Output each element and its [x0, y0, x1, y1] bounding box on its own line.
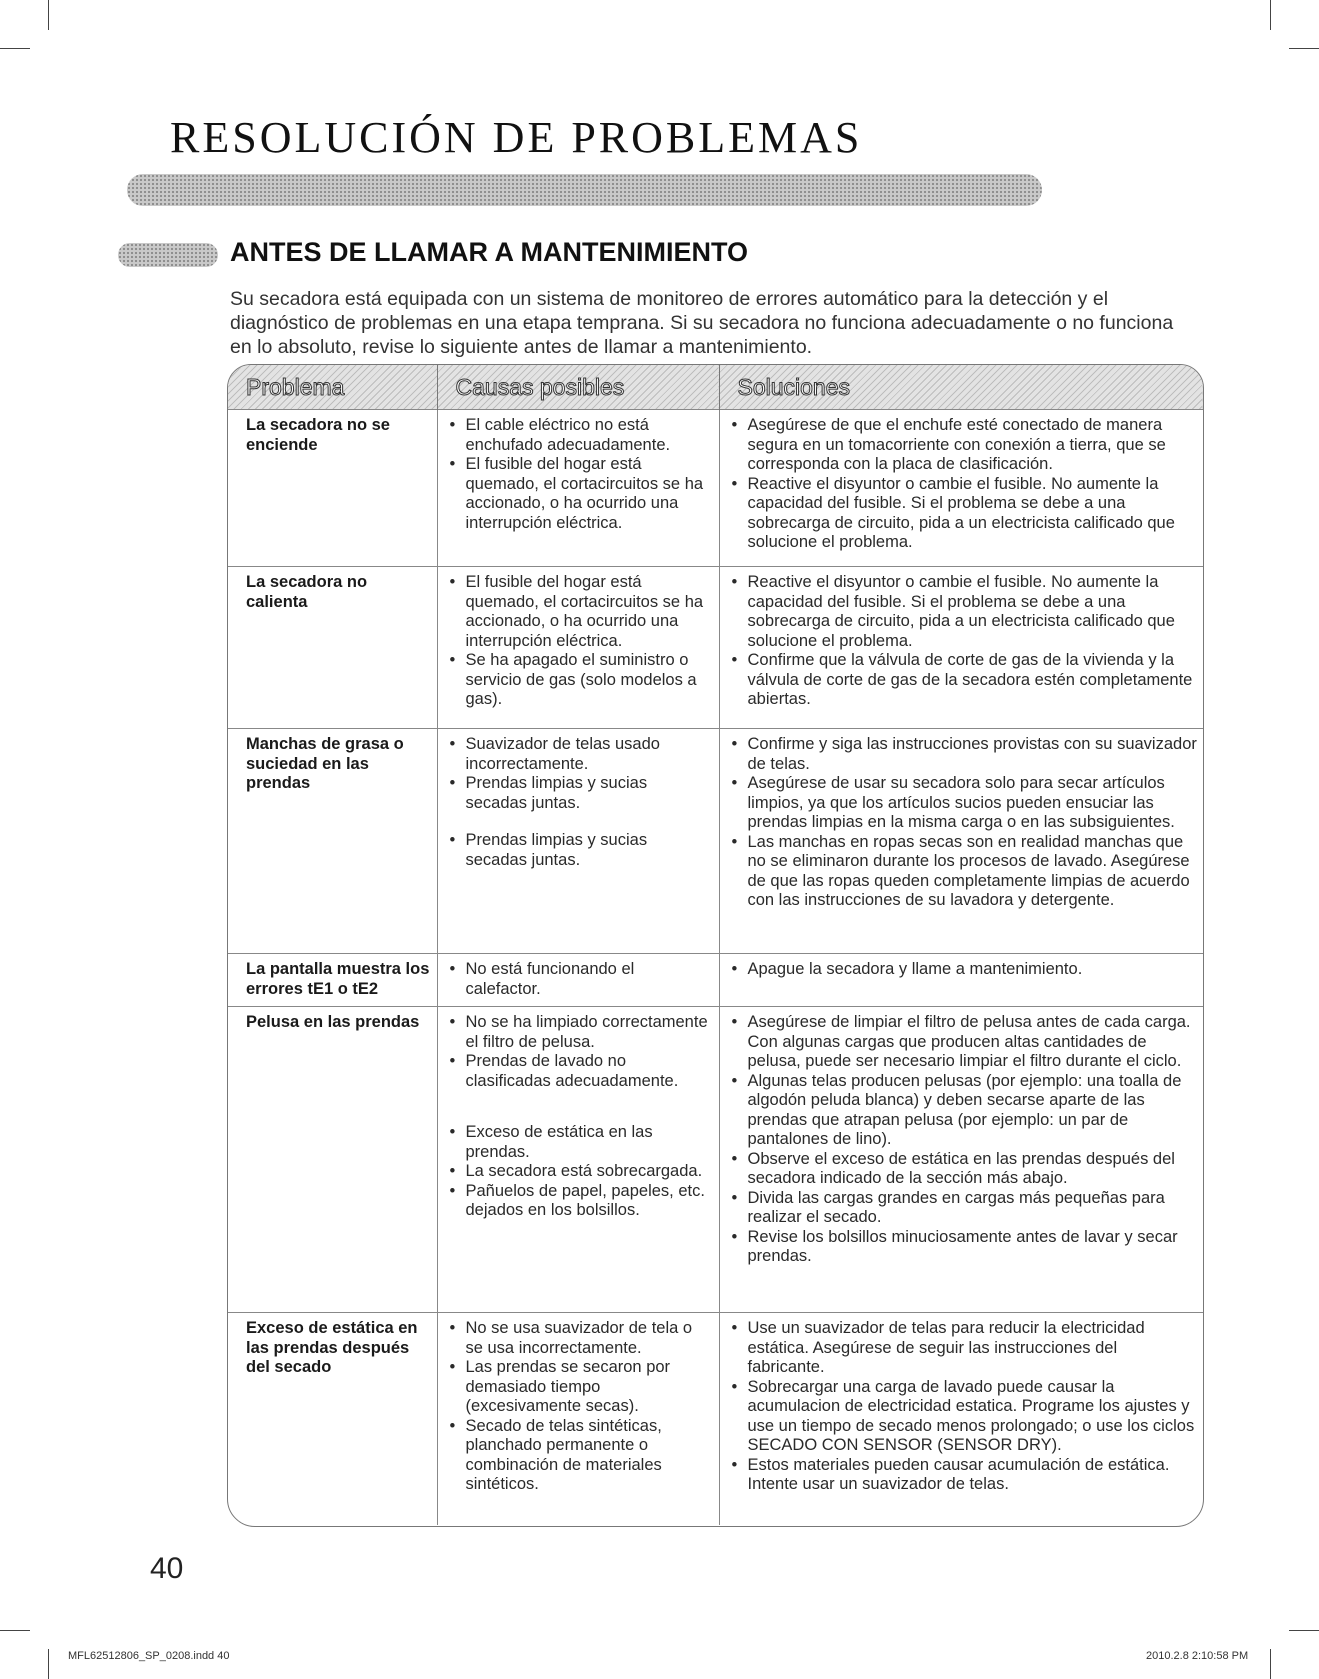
table-row	[228, 954, 1203, 1007]
intro-paragraph: Su secadora está equipada con un sistema de monitoreo de errores automático para la detección y el diagnóstico de problemas en una etapa temprana. Si su secadora no funciona adecuadamente o no funciona en lo absoluto, revise lo siguiente antes de llamar a mantenimiento.	[230, 288, 1174, 358]
solution-item: • Las manchas en ropas secas son en realidad manchas que no se eliminaron durante los procesos de lavado. Asegúrese de que las ropas queden completamente limpias de acuerdo con las instrucciones de su lavadora y detergente.	[730, 833, 1198, 911]
causes-cell	[437, 729, 719, 954]
cause-item: • El fusible del hogar está quemado, el cortacircuitos se ha accionado, o ha ocurrido una interrupción eléctrica.	[448, 455, 713, 533]
table-header-row	[228, 365, 1203, 410]
solution-item: • Revise los bolsillos minuciosamente antes de lavar y secar prendas.	[730, 1228, 1198, 1267]
solutions-cell	[719, 729, 1203, 954]
header-solutions: Soluciones	[719, 365, 1203, 410]
cause-item: • Prendas limpias y sucias secadas juntas.	[448, 831, 713, 870]
solution-item: • Apague la secadora y llame a mantenimiento.	[730, 960, 1198, 980]
crop-mark	[1270, 1649, 1271, 1679]
causes-cell	[437, 567, 719, 729]
cause-item: • Suavizador de telas usado incorrectamente.	[448, 735, 713, 774]
causes-list	[448, 960, 713, 999]
causes-list	[448, 1319, 713, 1495]
solutions-list	[730, 416, 1198, 553]
problem-cell: Pelusa en las prendas	[228, 1007, 437, 1313]
cause-item: • No está funcionando el calefactor.	[448, 960, 713, 999]
problem-cell: Exceso de estática en las prendas después del secado	[228, 1313, 437, 1525]
table-row	[228, 1313, 1203, 1525]
footer-filename: MFL62512806_SP_0208.indd 40	[68, 1650, 230, 1662]
crop-mark	[48, 1649, 49, 1679]
solution-item: • Reactive el disyuntor o cambie el fusible. No aumente la capacidad del fusible. Si el problema se debe a una sobrecarga de circuito, pida a un electricista calificado que solucione el problema.	[730, 573, 1198, 651]
cause-item: • No se ha limpiado correctamente el filtro de pelusa.	[448, 1013, 713, 1052]
causes-cell	[437, 1313, 719, 1525]
problem-cell: La secadora no se enciende	[228, 410, 437, 567]
causes-cell	[437, 410, 719, 567]
crop-mark	[1289, 1630, 1319, 1631]
solutions-cell	[719, 1313, 1203, 1525]
solutions-list	[730, 1013, 1198, 1267]
solutions-list	[730, 735, 1198, 911]
solutions-list	[730, 573, 1198, 710]
causes-cell	[437, 954, 719, 1007]
table-row	[228, 567, 1203, 729]
problem-cell: La secadora no calienta	[228, 567, 437, 729]
footer-timestamp: 2010.2.8 2:10:58 PM	[1146, 1650, 1249, 1662]
cause-item: • Secado de telas sintéticas, planchado permanente o combinación de materiales sintéticos.	[448, 1417, 713, 1495]
solution-item: • Use un suavizador de telas para reducir la electricidad estática. Asegúrese de seguir las instrucciones del fabricante.	[730, 1319, 1198, 1378]
cause-item: • Pañuelos de papel, papeles, etc. dejados en los bolsillos.	[448, 1182, 713, 1221]
cause-item: • Se ha apagado el suministro o servicio de gas (solo modelos a gas).	[448, 651, 713, 710]
causes-list	[448, 1013, 713, 1221]
solutions-cell	[719, 1007, 1203, 1313]
title-underline-bar	[127, 174, 1042, 206]
cause-item: • No se usa suavizador de tela o se usa incorrectamente.	[448, 1319, 713, 1358]
solution-item: • Divida las cargas grandes en cargas más pequeñas para realizar el secado.	[730, 1189, 1198, 1228]
solution-item: • Confirme y siga las instrucciones provistas con su suavizador de telas.	[730, 735, 1198, 774]
solution-item: • Sobrecargar una carga de lavado puede causar la acumulacion de electricidad estatica. Programe los ajustes y use un tiempo de secado menos prolongado; o use los ciclos SECADO CON SENSOR (SENSOR DRY).	[730, 1378, 1198, 1456]
solution-item: • Asegúrese de usar su secadora solo para secar artículos limpios, ya que los artículos sucios pueden ensuciar las prendas limpias en la misma carga o en las subsiguientes.	[730, 774, 1198, 833]
solutions-list	[730, 1319, 1198, 1495]
page-title: RESOLUCIÓN DE PROBLEMAS	[170, 113, 863, 162]
table-row	[228, 410, 1203, 567]
section-title: ANTES DE LLAMAR A MANTENIMIENTO	[230, 237, 748, 267]
causes-list	[448, 735, 713, 870]
solution-item: • Asegúrese de limpiar el filtro de pelusa antes de cada carga. Con algunas cargas que producen altas cantidades de pelusa, puede ser necesario limpiar el filtro durante el ciclo.	[730, 1013, 1198, 1072]
cause-item: • El cable eléctrico no está enchufado adecuadamente.	[448, 416, 713, 455]
table-row	[228, 1007, 1203, 1313]
solutions-cell	[719, 567, 1203, 729]
solution-item: • Estos materiales pueden causar acumulación de estática. Intente usar un suavizador de telas.	[730, 1456, 1198, 1495]
table-body	[228, 410, 1203, 1525]
cause-item: • Prendas limpias y sucias secadas juntas.	[448, 774, 713, 813]
solution-item: • Observe el exceso de estática en las prendas después del secadora indicado de la sección más abajo.	[730, 1150, 1198, 1189]
solution-item: • Asegúrese de que el enchufe esté conectado de manera segura en un tomacorriente con conexión a tierra, que se corresponda con la placa de clasificación.	[730, 416, 1198, 475]
section-marker	[118, 243, 218, 267]
causes-list	[448, 416, 713, 533]
cause-item: • El fusible del hogar está quemado, el cortacircuitos se ha accionado, o ha ocurrido una interrupción eléctrica.	[448, 573, 713, 651]
solutions-cell	[719, 410, 1203, 567]
solution-item: • Algunas telas producen pelusas (por ejemplo: una toalla de algodón peluda blanca) y deben secarse aparte de las prendas que atrapan pelusa (por ejemplo: un par de pantalones de lino).	[730, 1072, 1198, 1150]
cause-item: • La secadora está sobrecargada.	[448, 1162, 713, 1182]
troubleshooting-table	[227, 364, 1204, 1527]
crop-mark	[0, 48, 30, 49]
header-causes: Causas posibles	[437, 365, 719, 410]
problem-cell: La pantalla muestra los errores tE1 o tE2	[228, 954, 437, 1007]
table-row	[228, 729, 1203, 954]
page-number: 40	[150, 1552, 184, 1585]
solution-item: • Confirme que la válvula de corte de gas de la vivienda y la válvula de corte de gas de la secadora estén completamente abiertas.	[730, 651, 1198, 710]
cause-item: • Las prendas se secaron por demasiado tiempo (excesivamente secas).	[448, 1358, 713, 1417]
crop-mark	[0, 1630, 30, 1631]
solution-item: • Reactive el disyuntor o cambie el fusible. No aumente la capacidad del fusible. Si el problema se debe a una sobrecarga de circuito, pida a un electricista calificado que solucione el problema.	[730, 475, 1198, 553]
cause-item: • Exceso de estática en las prendas.	[448, 1123, 713, 1162]
solutions-list	[730, 960, 1198, 980]
crop-mark	[1289, 48, 1319, 49]
header-problem: Problema	[228, 365, 437, 410]
causes-list	[448, 573, 713, 710]
cause-item: • Prendas de lavado no clasificadas adecuadamente.	[448, 1052, 713, 1091]
crop-mark	[48, 0, 49, 30]
crop-mark	[1270, 0, 1271, 30]
solutions-cell	[719, 954, 1203, 1007]
table	[228, 365, 1203, 1525]
problem-cell: Manchas de grasa o suciedad en las prendas	[228, 729, 437, 954]
causes-cell	[437, 1007, 719, 1313]
